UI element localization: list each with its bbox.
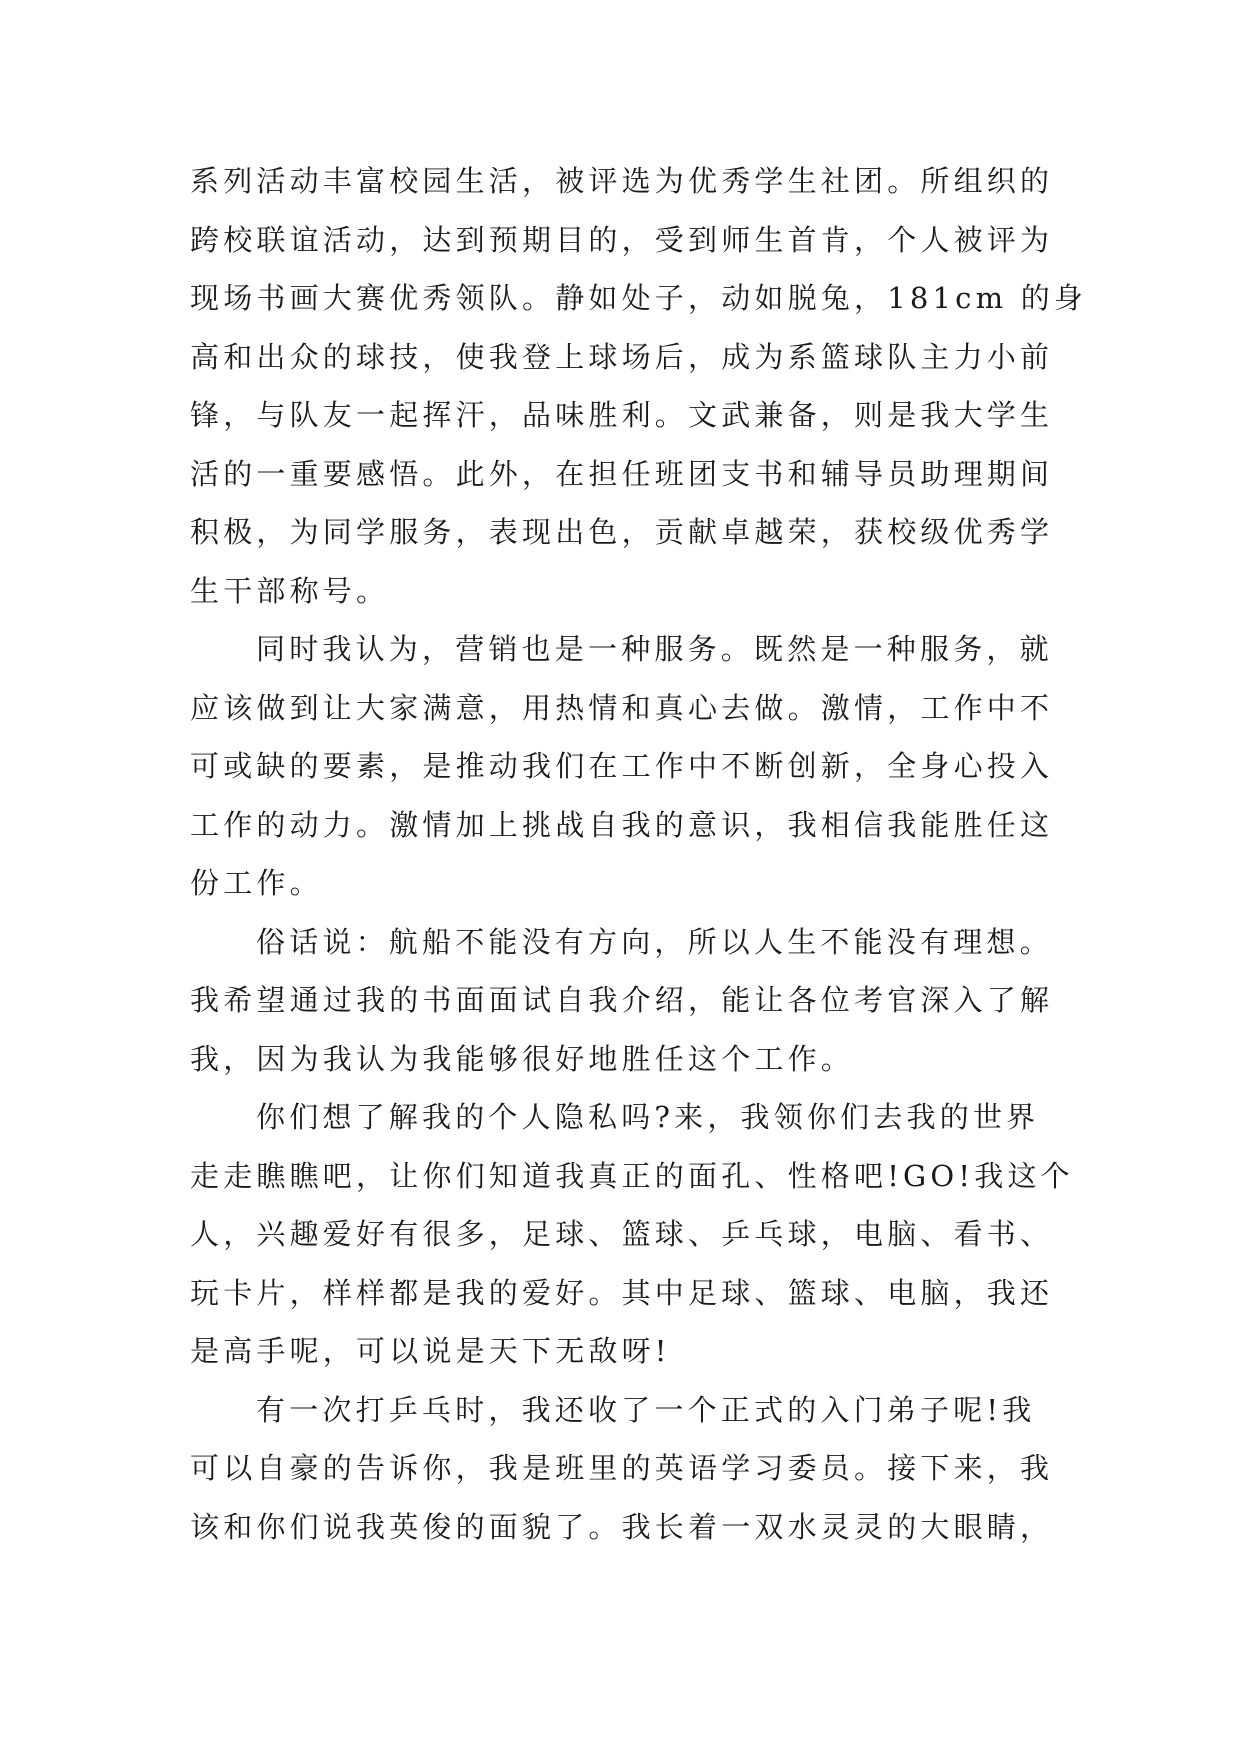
text-line: 人，兴趣爱好有很多，足球、篮球、乒乓球，电脑、看书、 — [190, 1217, 1054, 1251]
text-line: 玩卡片，样样都是我的爱好。其中足球、篮球、电脑，我还 — [190, 1275, 1054, 1310]
text-line: 可或缺的要素，是推动我们在工作中不断创新，全身心投入 — [190, 749, 1054, 783]
text-line: 该和你们说我英俊的面貌了。我长着一双水灵灵的大眼睛， — [190, 1509, 1054, 1544]
text-line: 工作的动力。激情加上挑战自我的意识，我相信我能胜任这 — [190, 807, 1054, 842]
text-line: 是高手呢，可以说是天下无敌呀! — [190, 1334, 671, 1368]
text-line: 系列活动丰富校园生活，被评选为优秀学生社团。所组织的 — [190, 164, 1054, 198]
text-line: 活的一重要感悟。此外，在担任班团支书和辅导员助理期间 — [190, 456, 1054, 491]
text-line: 份工作。 — [190, 866, 323, 900]
text-line: 锋，与队友一起挥汗，品味胜利。文武兼备，则是我大学生 — [190, 398, 1054, 432]
text-line: 积极，为同学服务，表现出色，贡献卓越荣，获校级优秀学 — [190, 515, 1054, 549]
text-line: 现场书画大赛优秀领队。静如处子，动如脱兔，181cm 的身 — [190, 281, 1088, 315]
paragraph-first-line: 有一次打乒乓时，我还收了一个正式的入门弟子呢!我 — [256, 1392, 1036, 1427]
text-line: 应该做到让大家满意，用热情和真心去做。激情，工作中不 — [190, 690, 1054, 725]
text-line: 生干部称号。 — [190, 573, 390, 608]
text-line: 可以自豪的告诉你，我是班里的英语学习委员。接下来，我 — [190, 1451, 1054, 1485]
body-text — [190, 152, 1088, 1556]
paragraph-first-line: 俗话说：航船不能没有方向，所以人生不能没有理想。 — [256, 924, 1053, 959]
paragraph-first-line: 同时我认为，营销也是一种服务。既然是一种服务，就 — [256, 632, 1053, 666]
paragraph-first-line: 你们想了解我的个人隐私吗?来，我领你们去我的世界 — [256, 1100, 1040, 1134]
text-line: 我，因为我认为我能够很好地胜任这个工作。 — [190, 1041, 855, 1076]
text-line: 我希望通过我的书面面试自我介绍，能让各位考官深入了解 — [190, 983, 1054, 1017]
text-line: 高和出众的球技，使我登上球场后，成为系篮球队主力小前 — [190, 339, 1054, 374]
text-line: 走走瞧瞧吧，让你们知道我真正的面孔、性格吧!GO!我这个 — [190, 1158, 1074, 1193]
text-line: 跨校联谊活动，达到预期目的，受到师生首肯，个人被评为 — [190, 222, 1054, 257]
